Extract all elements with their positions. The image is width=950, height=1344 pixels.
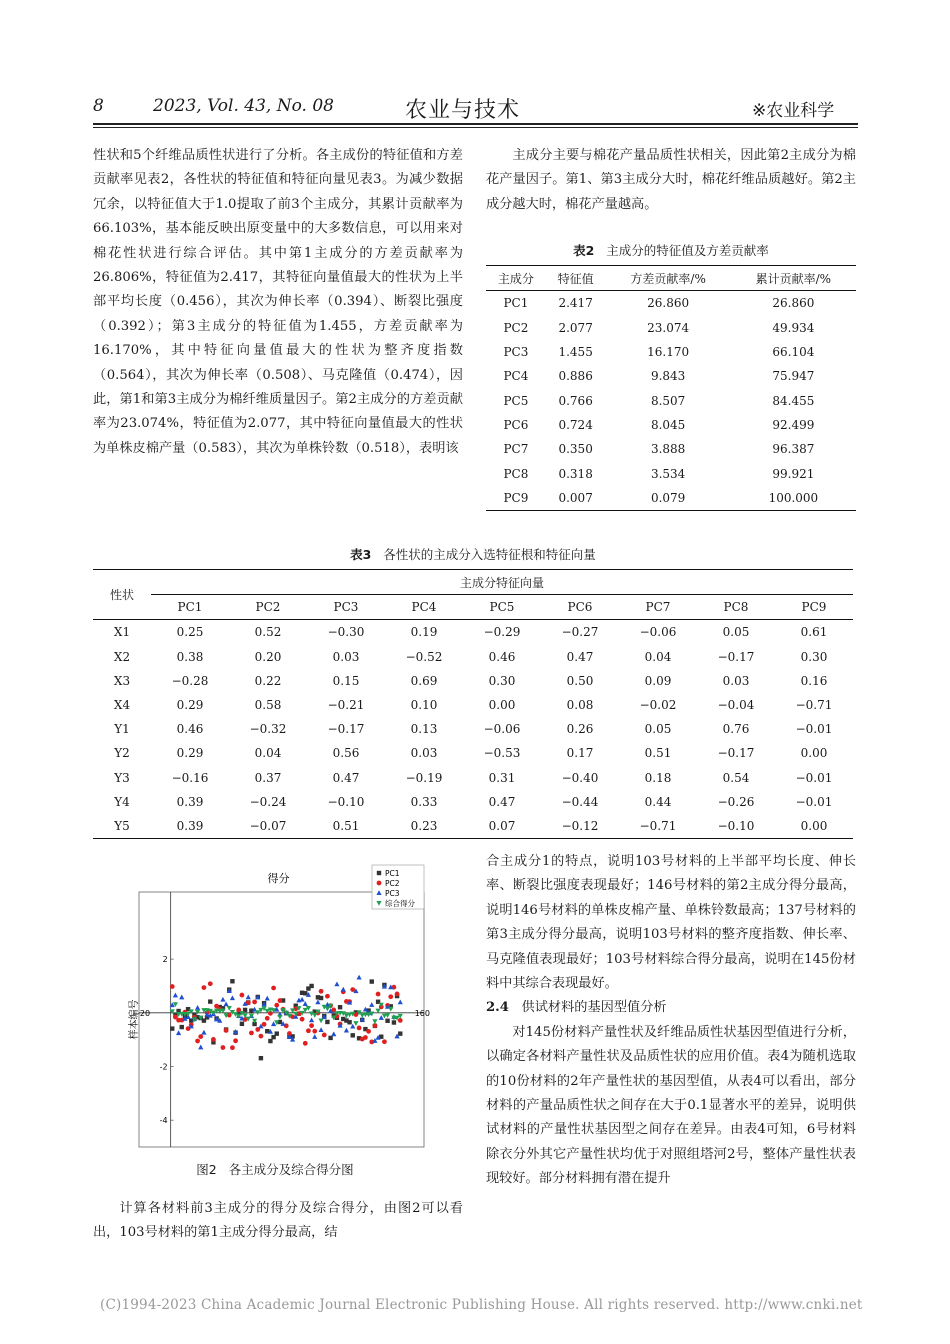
table3-cell: 0.54 xyxy=(722,770,750,785)
table3-cell: 0.25 xyxy=(176,625,204,640)
data-point-pc2 xyxy=(312,1029,317,1034)
data-point-pc1 xyxy=(328,1036,332,1040)
table3-column-header: PC6 xyxy=(541,595,619,620)
data-point-pc2 xyxy=(240,993,245,998)
figure2-caption-text: 各主成分及综合得分图 xyxy=(228,1162,354,1177)
table3-cell: 0.03 xyxy=(332,649,360,664)
data-point-pc2 xyxy=(300,1017,305,1022)
table3-row-label: X2 xyxy=(113,649,131,664)
data-point-pc3 xyxy=(201,1030,206,1035)
data-point-pc3 xyxy=(173,993,178,998)
table2-cell: 2.417 xyxy=(558,296,593,311)
table3-caption xyxy=(93,545,853,563)
table2-cell: PC6 xyxy=(503,417,529,432)
table3-cell: 0.15 xyxy=(332,673,360,688)
table3-cell: 0.50 xyxy=(566,673,594,688)
data-point-pc2 xyxy=(325,994,330,999)
table2-caption-text: 主成分的特征值及方差贡献率 xyxy=(606,243,769,258)
table2-row xyxy=(486,437,856,461)
data-point-pc3 xyxy=(179,995,184,1000)
right-bottom-column xyxy=(486,850,856,1192)
y-axis-label: 样本编号 xyxy=(129,999,140,1040)
table3-cell: 0.05 xyxy=(644,722,672,737)
table2-cell: PC3 xyxy=(503,345,529,360)
section-label: ※农业科学 xyxy=(752,101,835,121)
data-point-pc1 xyxy=(170,1026,174,1030)
table3-cell: −0.02 xyxy=(639,698,677,713)
table2-cell: 75.947 xyxy=(772,369,815,384)
data-point-综合得分 xyxy=(277,1015,282,1020)
table3-cell: −0.16 xyxy=(171,770,209,785)
table2-cell: 0.350 xyxy=(558,442,593,457)
data-point-pc3 xyxy=(334,982,339,987)
data-point-pc1 xyxy=(240,1022,244,1026)
table3-cell: 0.46 xyxy=(176,722,204,737)
table3-cell: 0.29 xyxy=(176,746,204,761)
table2-row xyxy=(486,364,856,388)
data-point-pc1 xyxy=(338,1005,342,1009)
section-title: 供试材料的基因型值分析 xyxy=(521,1000,667,1016)
left-bottom-paragraph xyxy=(93,1197,463,1246)
paragraph-text: 合主成分1的特点，说明103号材料的上半部平均长度、伸长率、断裂比强度表现最好；146号材料的第2主成分得分最高，说明146号材料的单株皮棉产量、单株铃数最高；137号材料的第3主成分得分最高，说明103号材料的整齐度指数、伸长率、马克隆值表现最好；103号材料综合得分最高，说明在145份材料中其综合表现最好。 xyxy=(486,854,856,992)
table3-cell: 0.44 xyxy=(644,794,672,809)
table2-cell: 2.077 xyxy=(558,320,593,335)
table3-cell: −0.27 xyxy=(561,625,599,640)
table2-row xyxy=(486,388,856,412)
table3-cell: 0.26 xyxy=(566,722,594,737)
table3-cell: 0.33 xyxy=(410,794,438,809)
data-point-pc2 xyxy=(198,1034,203,1039)
paragraph-text: 主成分主要与棉花产量品质性状相关，因此第2主成分为棉花产量因子。第1、第3主成分大时，棉花纤维品质越好。第2主成分越大时，棉花产量越高。 xyxy=(486,148,856,212)
table3-cell: 0.39 xyxy=(151,814,229,839)
data-point-pc3 xyxy=(265,996,270,1001)
legend-marker xyxy=(377,881,382,886)
table3-cell: −0.17 xyxy=(717,649,755,664)
table2-row xyxy=(486,461,856,485)
table2-cell: 0.318 xyxy=(558,466,593,481)
table2-cell: 26.860 xyxy=(772,296,815,311)
legend-marker xyxy=(377,871,381,875)
table3-cell: −0.01 xyxy=(795,722,833,737)
table3-cell: −0.17 xyxy=(717,746,755,761)
data-point-pc2 xyxy=(388,994,393,999)
chart-title: 得分 xyxy=(267,872,290,885)
copyright-footer: (C)1994-2023 China Academic Journal Electronic Publishing House. All rights reserved. http://www.cnki.net xyxy=(100,1297,863,1313)
data-point-pc2 xyxy=(259,1034,264,1039)
table3-column-header: PC8 xyxy=(697,595,775,620)
table3-cell: 0.07 xyxy=(463,814,541,839)
table3-row xyxy=(93,693,853,717)
table2-row xyxy=(486,340,856,364)
data-point-pc1 xyxy=(392,1020,396,1024)
data-point-pc1 xyxy=(385,1019,389,1023)
table3-cell: 0.51 xyxy=(644,746,672,761)
table3-cell: −0.10 xyxy=(327,794,365,809)
table2-cell: 16.170 xyxy=(647,345,690,360)
data-point-pc2 xyxy=(395,992,400,997)
data-point-pc2 xyxy=(208,981,213,986)
data-point-pc3 xyxy=(398,999,403,1004)
table2-header-cell: 特征值 xyxy=(546,266,606,291)
table2-cell: 23.074 xyxy=(647,320,690,335)
table2-label: 表2 xyxy=(573,243,595,258)
table3-cell: 0.04 xyxy=(254,746,282,761)
table3-cell: −0.53 xyxy=(483,746,521,761)
table3-cell: −0.12 xyxy=(541,814,619,839)
table3-cell: 0.76 xyxy=(722,722,750,737)
table2-cell: 92.499 xyxy=(772,417,815,432)
data-point-pc2 xyxy=(249,1031,254,1036)
table2-cell: 3.534 xyxy=(650,466,686,481)
table3-column-header: PC3 xyxy=(307,595,385,620)
table2-cell: 99.921 xyxy=(772,466,815,481)
data-point-pc2 xyxy=(265,1016,270,1021)
table3-cell: 0.47 xyxy=(332,770,360,785)
table2-cell: PC2 xyxy=(503,320,529,335)
table3-cell: −0.07 xyxy=(229,814,307,839)
table3-cell: −0.26 xyxy=(717,794,755,809)
data-point-pc3 xyxy=(198,1045,203,1050)
table2-cell: 66.104 xyxy=(772,345,815,360)
table2-cell: PC7 xyxy=(503,442,529,457)
table2-row xyxy=(486,486,856,511)
data-point-pc3 xyxy=(220,997,225,1002)
table3-cell: −0.32 xyxy=(249,722,287,737)
table2-cell: PC9 xyxy=(486,486,546,511)
table3-cell: 0.00 xyxy=(488,698,516,713)
table3-cell: 0.58 xyxy=(254,698,282,713)
table3-cell: 0.47 xyxy=(566,649,594,664)
table2-caption xyxy=(486,241,856,259)
table3-cell: 0.13 xyxy=(410,722,438,737)
table2-cell: 0.886 xyxy=(558,369,593,384)
figure2-label: 图2 xyxy=(196,1162,217,1177)
data-point-pc1 xyxy=(230,979,234,983)
table3-cell: 0.04 xyxy=(644,649,672,664)
figure2-caption xyxy=(100,1160,450,1178)
table2-header-cell: 累计贡献率/% xyxy=(731,266,856,291)
table2-header-cell: 主成分 xyxy=(486,266,546,291)
table2-cell: 0.724 xyxy=(558,417,593,432)
section-heading xyxy=(486,996,856,1020)
table3-row-label: Y4 xyxy=(114,794,130,809)
data-point-pc2 xyxy=(366,1029,371,1034)
data-point-pc2 xyxy=(195,1039,200,1044)
data-point-pc2 xyxy=(230,1045,235,1050)
y-tick-label: -4 xyxy=(159,1116,168,1126)
table2-header-row xyxy=(486,266,856,291)
table2-cell: 0.007 xyxy=(546,486,606,511)
legend-label: PC2 xyxy=(385,879,400,888)
table3-cell: 0.56 xyxy=(332,746,360,761)
table2-cell: 100.000 xyxy=(731,486,856,511)
data-point-pc3 xyxy=(312,1034,317,1039)
data-point-综合得分 xyxy=(372,1019,377,1024)
table2-cell: PC5 xyxy=(503,393,529,408)
data-point-pc3 xyxy=(303,1001,308,1006)
table3-column-header: PC4 xyxy=(385,595,463,620)
right-top-paragraph xyxy=(486,144,856,217)
table2-cell: 8.507 xyxy=(650,393,686,408)
table3-cell: −0.52 xyxy=(405,649,443,664)
table3-row-label: X3 xyxy=(113,673,131,688)
table2 xyxy=(486,265,856,511)
table3-cell: 0.52 xyxy=(254,625,282,640)
data-point-pc2 xyxy=(224,1028,229,1033)
table3-cell: −0.06 xyxy=(639,625,677,640)
table3-cell: 0.39 xyxy=(176,794,204,809)
table3-cell: −0.10 xyxy=(697,814,775,839)
table3-row-label: Y2 xyxy=(114,746,130,761)
table3-group-header: 主成分特征向量 xyxy=(151,570,853,595)
data-point-pc3 xyxy=(369,1002,374,1007)
data-point-pc1 xyxy=(398,1031,402,1035)
table2-cell: 26.860 xyxy=(647,296,690,311)
data-point-pc3 xyxy=(195,1005,200,1010)
data-point-pc1 xyxy=(309,984,313,988)
x-tick-label: 160 xyxy=(414,1008,430,1018)
table2-cell: PC1 xyxy=(503,296,529,311)
table2-body xyxy=(486,291,856,511)
data-point-综合得分 xyxy=(353,1021,358,1026)
data-point-pc3 xyxy=(318,1027,323,1032)
table3-label: 表3 xyxy=(350,547,372,562)
table3-column-header: PC5 xyxy=(463,595,541,620)
table2-cell: 96.387 xyxy=(772,442,815,457)
table3-cell: 0.30 xyxy=(800,649,828,664)
data-point-综合得分 xyxy=(388,1007,393,1012)
table3 xyxy=(93,569,853,839)
table3-cell: −0.06 xyxy=(483,722,521,737)
table2-row xyxy=(486,413,856,437)
table3-row-label: Y1 xyxy=(114,722,130,737)
table3-row-label: X1 xyxy=(113,625,131,640)
data-point-pc3 xyxy=(246,994,251,999)
table3-cell: −0.71 xyxy=(619,814,697,839)
x-tick-label: -20 xyxy=(137,1008,151,1018)
data-point-pc3 xyxy=(309,1018,314,1023)
table3-row xyxy=(93,620,853,645)
data-point-pc2 xyxy=(382,1039,387,1044)
table3-cell: −0.17 xyxy=(327,722,365,737)
table3-cell: −0.44 xyxy=(561,794,599,809)
data-point-pc2 xyxy=(306,1028,311,1033)
journal-title: 农业与技术 xyxy=(405,98,521,123)
data-point-pc2 xyxy=(221,1045,226,1050)
table2-cell: 49.934 xyxy=(772,320,815,335)
table3-row xyxy=(93,814,853,839)
data-point-pc2 xyxy=(357,1026,362,1031)
data-point-pc1 xyxy=(259,1056,263,1060)
table3-cell: −0.01 xyxy=(795,794,833,809)
table3-row-label: Y3 xyxy=(114,770,130,785)
table3-column-header: PC2 xyxy=(229,595,307,620)
data-point-pc3 xyxy=(341,987,346,992)
table3-cell: −0.29 xyxy=(483,625,521,640)
table3-cell: 0.23 xyxy=(385,814,463,839)
table3-caption-text: 各性状的主成分入选特征根和特征向量 xyxy=(383,547,596,562)
y-tick-label: 2 xyxy=(162,955,168,965)
table3-row xyxy=(93,741,853,765)
table3-cell: −0.04 xyxy=(717,698,755,713)
data-point-pc1 xyxy=(303,991,307,995)
table3-cell: 0.03 xyxy=(722,673,750,688)
table2-header-cell: 方差贡献率/% xyxy=(606,266,731,291)
page-number: 8 xyxy=(93,96,104,116)
section-number: 2.4 xyxy=(486,1000,509,1016)
table3-row-header: 性状 xyxy=(93,570,151,620)
table3-row-label: Y5 xyxy=(93,814,151,839)
left-top-paragraph xyxy=(93,144,463,461)
data-point-pc1 xyxy=(275,1031,279,1035)
table2-cell: PC8 xyxy=(503,466,529,481)
data-point-pc3 xyxy=(356,975,361,980)
table3-cell: 0.16 xyxy=(800,673,828,688)
legend-label: 综合得分 xyxy=(385,899,415,908)
table3-cell: 0.22 xyxy=(254,673,282,688)
table3-row xyxy=(93,766,853,790)
data-point-pc1 xyxy=(180,1025,184,1029)
table3-cell: 0.19 xyxy=(410,625,438,640)
table3-cell: 0.17 xyxy=(566,746,594,761)
table3-cell: 0.51 xyxy=(307,814,385,839)
table2-cell: 3.888 xyxy=(650,442,686,457)
data-point-pc2 xyxy=(233,1038,238,1043)
table3-cell: 0.00 xyxy=(775,814,853,839)
table3-cell: 0.47 xyxy=(488,794,516,809)
data-point-pc3 xyxy=(344,1028,349,1033)
data-point-pc2 xyxy=(262,1022,267,1027)
volume-info: 2023, Vol. 43, No. 08 xyxy=(153,96,334,116)
paragraph-text: 对145份材料产量性状及纤维品质性状基因型值进行分析，以确定各材料产量性状及品质性状的应用价值。表4为随机选取的10份材料的2年产量性状的基因型值，从表4可以看出，部分材料的产量品质性状之间存在大于0.1显著水平的差异，说明供试材料的产量性状基因型之间存在差异。由表4可知，6号材料除衣分外其它产量性状均优于对照组塔河2号，整体产量性状表现较好。部分材料拥有潜在提升 xyxy=(486,1024,856,1187)
table3-cell: −0.19 xyxy=(405,770,443,785)
data-point-pc2 xyxy=(202,985,207,990)
table3-row xyxy=(93,669,853,693)
data-point-pc2 xyxy=(252,1000,257,1005)
legend-label: PC1 xyxy=(385,869,400,878)
data-point-pc3 xyxy=(299,997,304,1002)
data-point-pc3 xyxy=(223,1001,228,1006)
data-point-pc2 xyxy=(319,989,324,994)
table2-cell: 0.079 xyxy=(606,486,731,511)
data-point-综合得分 xyxy=(318,1018,323,1023)
data-point-pc1 xyxy=(325,1020,329,1024)
table3-cell: 0.10 xyxy=(410,698,438,713)
table3-column-row xyxy=(93,595,853,620)
table3-cell: 0.03 xyxy=(410,746,438,761)
data-point-pc2 xyxy=(309,1023,314,1028)
table3-cell: 0.38 xyxy=(176,649,204,664)
header-rule-thin xyxy=(93,127,858,128)
data-point-pc2 xyxy=(278,998,283,1003)
table2-cell: 9.843 xyxy=(650,369,686,384)
data-point-pc1 xyxy=(319,996,323,1000)
table3-header-row xyxy=(93,570,853,595)
table3-column-header: PC7 xyxy=(619,595,697,620)
data-point-pc2 xyxy=(398,1018,403,1023)
table2-row xyxy=(486,316,856,340)
table3-column-header: PC9 xyxy=(775,595,853,620)
table3-cell: 0.31 xyxy=(488,770,516,785)
table3-cell: 0.29 xyxy=(176,698,204,713)
data-point-pc3 xyxy=(331,1031,336,1036)
table2-cell: 0.766 xyxy=(558,393,593,408)
table3-cell: 0.46 xyxy=(488,649,516,664)
table3-cell: 0.37 xyxy=(254,770,282,785)
figure2-scatter-chart xyxy=(129,860,430,1152)
table2-cell: PC4 xyxy=(503,369,529,384)
table3-cell: 0.05 xyxy=(722,625,750,640)
data-point-pc3 xyxy=(230,995,235,1000)
table3-cell: −0.30 xyxy=(327,625,365,640)
header-rule xyxy=(93,123,858,125)
table3-cell: −0.01 xyxy=(795,770,833,785)
table3-cell: 0.18 xyxy=(644,770,672,785)
data-point-pc2 xyxy=(211,1037,216,1042)
table3-cell: 0.09 xyxy=(644,673,672,688)
table3-column-header: PC1 xyxy=(151,595,229,620)
table3-cell: 0.30 xyxy=(488,673,516,688)
table3-body xyxy=(93,620,853,839)
table2-cell: 8.045 xyxy=(650,417,686,432)
data-point-pc1 xyxy=(268,1039,272,1043)
table3-cell: −0.24 xyxy=(249,794,287,809)
data-point-pc2 xyxy=(376,992,381,997)
data-point-综合得分 xyxy=(312,1013,317,1018)
table3-cell: −0.21 xyxy=(327,698,365,713)
legend-label: PC3 xyxy=(385,889,400,898)
table3-cell: −0.28 xyxy=(171,673,209,688)
table3-row xyxy=(93,790,853,814)
table3-cell: −0.40 xyxy=(561,770,599,785)
paragraph-text: 性状和5个纤维品质性状进行了分析。各主成份的特征值和方差贡献率见表2，各性状的特征值和特征向量见表3。为减少数据冗余，以特征值大于1.0提取了前3个主成分，其累计贡献率为66.103%，基本能反映出原变量中的大多数信息，可以用来对棉花性状进行综合评估。其中第1主成分的方差贡献率为26.806%，特征值为2.417，其特征向量值最大的性状为上半部平均长度（0.456），其次为伸长率（0.394）、断裂比强度（0.392）；第3主成分的特征值为1.455，方差贡献率为16.170%，其中特征向量值最大的性状为整齐度指数（0.564），其次为伸长率（0.508）、马克隆值（0.474），因此，第1和第3主成分为棉纤维质量因子。第2主成分的方差贡献率为23.074%，特征值为2.077，其中特征向量值最大的性状为单株皮棉产量（0.583），其次为单株铃数（0.518），表明该 xyxy=(93,148,463,456)
data-point-pc1 xyxy=(370,979,374,983)
table3-cell: 0.08 xyxy=(566,698,594,713)
data-point-pc1 xyxy=(351,1033,355,1037)
data-point-pc2 xyxy=(363,1035,368,1040)
table2-cell: 84.455 xyxy=(772,393,815,408)
table3-row xyxy=(93,717,853,741)
table3-cell: 0.69 xyxy=(410,673,438,688)
table3-row-label: X4 xyxy=(113,698,131,713)
y-tick-label: -2 xyxy=(159,1062,168,1072)
paragraph-text: 计算各材料前3主成分的得分及综合得分，由图2可以看出，103号材料的第1主成分得分最高，结 xyxy=(93,1201,463,1241)
table3-cell: −0.71 xyxy=(795,698,833,713)
data-point-pc3 xyxy=(176,1030,181,1035)
data-point-pc1 xyxy=(347,1020,351,1024)
table2-row xyxy=(486,291,856,316)
data-point-pc1 xyxy=(208,999,212,1003)
table3-cell: 0.61 xyxy=(800,625,828,640)
table3-cell: 0.20 xyxy=(254,649,282,664)
data-point-pc2 xyxy=(170,984,175,989)
data-point-pc2 xyxy=(303,1041,308,1046)
table2-cell: 1.455 xyxy=(558,345,593,360)
table3-cell: 0.00 xyxy=(800,746,828,761)
data-point-pc2 xyxy=(271,986,276,991)
data-point-pc2 xyxy=(322,1033,327,1038)
table3-row xyxy=(93,645,853,669)
